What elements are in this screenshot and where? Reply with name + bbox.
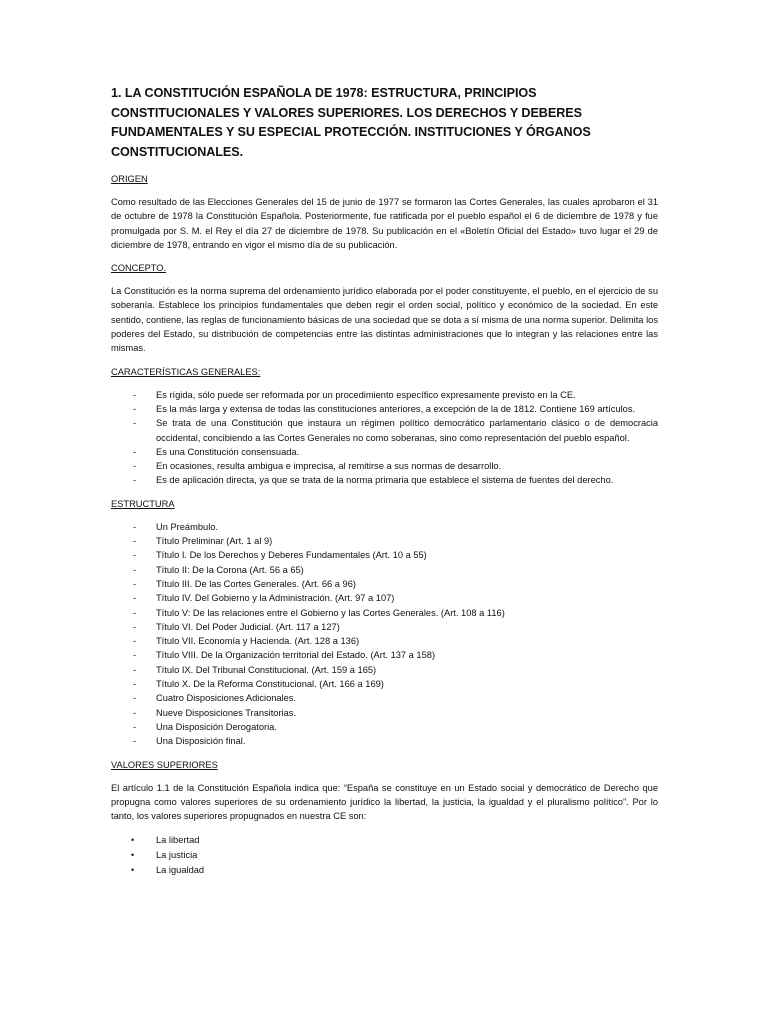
list-item (111, 634, 658, 648)
list-item-text: Título V: De las relaciones entre el Gobierno y las Cortes Generales. (Art. 108 a 116) (156, 607, 505, 618)
dash-marker: - (133, 389, 137, 400)
list-item-text: Es rígida, sólo puede ser reformada por un procedimiento específico expresamente previsto en la CE. (156, 389, 576, 400)
bullet-marker: • (131, 850, 135, 861)
list-item-text: La libertad (156, 835, 200, 846)
list-item-text: Título IX. Del Tribunal Constitucional. (Art. 159 a 165) (156, 664, 377, 675)
list-item-text: Un Preámbulo. (156, 521, 219, 532)
dash-marker: - (133, 536, 137, 547)
dash-marker: - (133, 564, 137, 575)
list-item (111, 473, 658, 487)
list-item-text: Es de aplicación directa, ya que se trata de la norma primaria que establece el sistema de fuentes del derecho. (156, 475, 614, 486)
dash-marker: - (133, 736, 137, 747)
list-item (111, 848, 658, 863)
list-item (111, 648, 658, 662)
dash-marker: - (133, 707, 137, 718)
dash-marker: - (133, 664, 137, 675)
list-item-text: Nueve Disposiciones Transitorias. (156, 707, 297, 718)
list-item (111, 534, 658, 548)
list-item-text: Título Preliminar (Art. 1 al 9) (156, 536, 273, 547)
list-item (111, 720, 658, 734)
dash-marker: - (133, 679, 137, 690)
document-title: 1. LA CONSTITUCIÓN ESPAÑOLA DE 1978: ESTRUCTURA, PRINCIPIOS CONSTITUCIONALES Y VALORES SUPERIORES. LOS DERECHOS Y DEBERES FUNDAMENTALES Y SU ESPECIAL PROTECCIÓN. INSTITUCIONES Y ÓRGANOS CONSTITUCIONALES. (111, 86, 591, 159)
section-heading-origen: ORIGEN (111, 174, 148, 184)
list-item-text: Título IV. Del Gobierno y la Administración. (Art. 97 a 107) (156, 593, 395, 604)
list-item (111, 833, 658, 848)
section-heading-caracteristicas: CARACTERÍSTICAS GENERALES: (111, 366, 261, 377)
list-item (111, 706, 658, 720)
valores-list (111, 833, 658, 878)
dash-marker: - (133, 418, 137, 429)
dash-marker: - (133, 721, 137, 732)
dash-marker: - (133, 461, 137, 472)
list-item (111, 416, 658, 445)
list-item (111, 388, 658, 402)
section-estructura (111, 498, 658, 749)
list-item (111, 563, 658, 577)
dash-marker: - (133, 607, 137, 618)
section-heading-valores: VALORES SUPERIORES (111, 759, 218, 770)
dash-marker: - (133, 446, 137, 457)
dash-marker: - (133, 403, 137, 414)
dash-marker: - (133, 650, 137, 661)
list-item-text: Título VI. Del Poder Judicial. (Art. 117 a 127) (156, 621, 340, 632)
paragraph-concepto: La Constitución es la norma suprema del ordenamiento jurídico elaborada por el poder constituyente, el pueblo, en el ejercicio de su soberanía. Establece los principios fundamentales que deben regir el orden social, político y económico de la sociedad. En este sentido, contiene, las reglas de funcionamiento básicas de una sociedad que se dota a sí misma de una norma superior. Delimita los poderes del Estado, su distribución de competencias entre las distintas administraciones que lo integran y las relaciones entre las mismas. (111, 286, 658, 354)
bullet-marker: • (131, 835, 135, 846)
list-item (111, 677, 658, 691)
dash-marker: - (133, 636, 137, 647)
list-item (111, 548, 658, 562)
list-item-text: Título VII. Economía y Hacienda. (Art. 128 a 136) (156, 636, 360, 647)
list-item (111, 520, 658, 534)
list-item-text: La igualdad (156, 865, 205, 876)
dash-marker: - (133, 521, 137, 532)
bullet-marker: • (131, 865, 135, 876)
section-concepto (111, 262, 658, 355)
section-caracteristicas (111, 366, 658, 488)
list-item (111, 691, 658, 705)
dash-marker: - (133, 578, 137, 589)
list-item-text: Título III. De las Cortes Generales. (Art. 66 a 96) (156, 578, 356, 589)
list-item (111, 445, 658, 459)
list-item (111, 734, 658, 748)
list-item-text: Título VIII. De la Organización territorial del Estado. (Art. 137 a 158) (156, 650, 436, 661)
list-item (111, 402, 658, 416)
list-item-text: Se trata de una Constitución que instaura un régimen político democrático parlamentario clásico o de democracia occidental, concibiendo a las Cortes Generales no como soberanas, sino como representación del pueblo español. (156, 418, 658, 443)
list-item (111, 591, 658, 605)
list-item-text: Título X. De la Reforma Constitucional. (Art. 166 a 169) (156, 679, 384, 690)
list-item-text: Cuatro Disposiciones Adicionales. (156, 693, 297, 704)
list-item-text: La justicia (156, 850, 198, 861)
list-item-text: Es la más larga y extensa de todas las constituciones anteriores, a excepción de la de 1812. Contiene 169 artículos. (156, 403, 636, 414)
section-valores (111, 759, 658, 879)
caracteristicas-list (111, 388, 658, 488)
list-item (111, 577, 658, 591)
paragraph-valores: El artículo 1.1 de la Constitución Española indica que: “España se constituye en un Estado social y democrático de Derecho que propugna como valores superiores de su ordenamiento jurídico la libertad, la justicia, la igualdad y el pluralismo político”. Por lo tanto, los valores superiores propugnados en nuestra CE son: (111, 782, 658, 822)
list-item (111, 620, 658, 634)
dash-marker: - (133, 475, 137, 486)
dash-marker: - (133, 693, 137, 704)
dash-marker: - (133, 550, 137, 561)
list-item-text: Título II: De la Corona (Art. 56 a 65) (156, 564, 304, 575)
list-item-text: En ocasiones, resulta ambigua e imprecisa, al remitirse a sus normas de desarrollo. (156, 461, 502, 472)
paragraph-origen: Como resultado de las Elecciones Generales del 15 de junio de 1977 se formaron las Cortes Generales, las cuales aprobaron el 31 de octubre de 1978 la Constitución Española. Posteriormente, fue ratificada por el pueblo español el 6 de diciembre de 1978 y fue promulgada por S. M. el Rey el día 27 de diciembre de 1978. Su publicación en el «Boletín Oficial del Estado» tuvo lugar el 29 de diciembre de 1978, entrando en vigor el mismo día de su publicación. (111, 197, 658, 250)
dash-marker: - (133, 593, 137, 604)
list-item (111, 663, 658, 677)
dash-marker: - (133, 621, 137, 632)
list-item-text: Una Disposición final. (156, 736, 246, 747)
list-item (111, 459, 658, 473)
list-item (111, 606, 658, 620)
estructura-list (111, 520, 658, 749)
list-item-text: Es una Constitución consensuada. (156, 446, 300, 457)
section-origen (111, 173, 658, 252)
list-item (111, 863, 658, 878)
section-heading-concepto: CONCEPTO. (111, 263, 167, 274)
section-heading-estructura: ESTRUCTURA (111, 498, 175, 509)
list-item-text: Título I. De los Derechos y Deberes Fundamentales (Art. 10 a 55) (156, 550, 427, 561)
list-item-text: Una Disposición Derogatoria. (156, 721, 277, 732)
